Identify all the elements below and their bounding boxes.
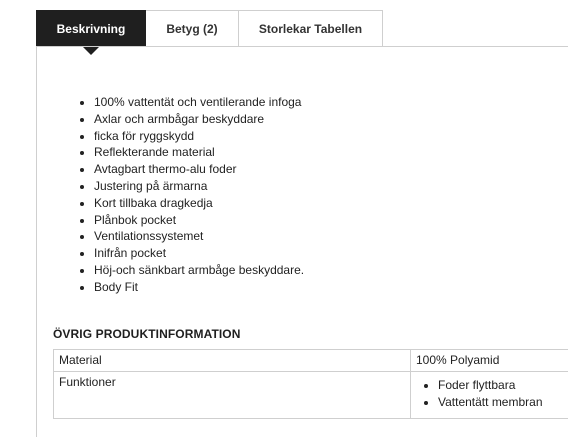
feature-item: • ficka för ryggskydd	[94, 128, 304, 145]
table-row	[54, 372, 568, 419]
feature-item: • Inifrån pocket	[94, 245, 304, 262]
feature-item: • Höj-och sänkbart armbåge beskyddare.	[94, 262, 304, 279]
attribute-name: Material	[54, 350, 411, 372]
feature-item: • Plånbok pocket	[94, 212, 304, 229]
function-list	[416, 377, 567, 410]
function-item: • Vattentätt membran	[438, 394, 567, 411]
function-item: • Foder flyttbara	[438, 377, 567, 394]
feature-item: • Justering på ärmarna	[94, 178, 304, 195]
tab-storlekar-tabellen[interactable]: Storlekar Tabellen	[239, 10, 383, 46]
attribute-value	[411, 372, 568, 419]
feature-item: • Body Fit	[94, 279, 304, 296]
feature-item: • Reflekterande material	[94, 144, 304, 161]
tab-bar	[36, 10, 383, 46]
tab-beskrivning[interactable]: Beskrivning	[36, 10, 146, 46]
feature-item: • 100% vattentät och ventilerande infoga	[94, 94, 304, 111]
attribute-name: Funktioner	[54, 372, 411, 419]
feature-item: • Avtagbart thermo-alu foder	[94, 161, 304, 178]
feature-item: • Axlar och armbågar beskyddare	[94, 111, 304, 128]
table-row	[54, 350, 568, 372]
tab-betyg[interactable]: Betyg (2)	[146, 10, 239, 46]
feature-list	[76, 94, 304, 296]
product-info-heading: ÖVRIG PRODUKTINFORMATION	[53, 327, 241, 341]
product-info-table	[53, 349, 568, 419]
feature-item: • Kort tillbaka dragkedja	[94, 195, 304, 212]
attribute-value: 100% Polyamid	[411, 350, 568, 372]
feature-item: • Ventilationssystemet	[94, 228, 304, 245]
